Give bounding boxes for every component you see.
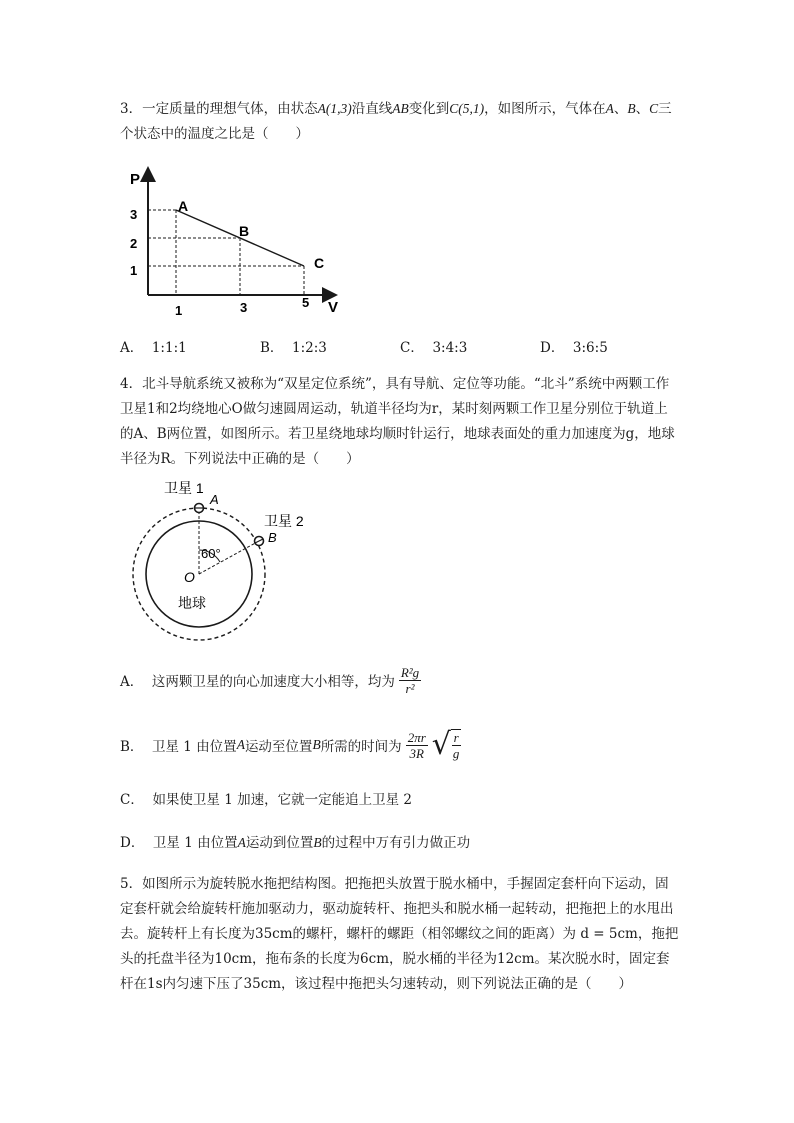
q4-option-d[interactable]: D． 卫星 1 由位置A运动到位置B的过程中万有引力做正功 xyxy=(120,835,471,851)
q3-option-d[interactable]: D． 3:6:5 xyxy=(540,340,608,356)
q3-option-c[interactable]: C． 3:4:3 xyxy=(400,340,468,356)
center-label: O xyxy=(184,569,195,585)
q4-option-b[interactable]: B． 卫星 1 由位置 A 运动至位置 B 所需的时间为 $\frac{2\pi r}{3R}$ √ $\frac{r}{g}$ xyxy=(120,727,460,762)
q3-option-b[interactable]: B． 1:2:3 xyxy=(260,340,327,356)
p-axis-label: P xyxy=(130,171,141,188)
pv-diagram xyxy=(118,168,358,328)
point-b-label: B xyxy=(268,530,277,545)
satellite-1-label: 卫星 1 xyxy=(164,480,204,496)
fraction-accel: $\frac{\text{R²g}}{\text{r²}}$ xyxy=(400,664,420,696)
point-a-label: A xyxy=(210,492,219,507)
p-tick-1: 1 xyxy=(130,263,138,278)
state-a: A(1,3) xyxy=(317,101,352,116)
v-axis-label: V xyxy=(328,299,339,316)
line-ab: AB xyxy=(392,101,409,116)
fraction-time: $\frac{2\pi r}{3R}$ xyxy=(407,729,426,761)
point-b-label: B xyxy=(239,223,250,239)
point-c-label: C xyxy=(314,255,325,271)
q3-options xyxy=(120,336,680,356)
q4-option-c[interactable]: C． 如果使卫星 1 加速，它就一定能追上卫星 2 xyxy=(120,792,412,808)
sqrt-icon: √ xyxy=(431,727,451,762)
state-c: C(5,1) xyxy=(449,101,485,116)
v-tick-1: 1 xyxy=(175,303,183,318)
p-tick-3: 3 xyxy=(130,207,138,222)
q5-stem: 5．如图所示为旋转脱水拖把结构图。把拖把头放置于脱水桶中，手握固定套杆向下运动，固定套杆就会给旋转杆施加驱动力，驱动旋转杆、拖把头和脱水桶一起转动，把拖把上的水甩出去。旋转杆上有长度为35cm的螺杆，螺杆的螺距（相邻螺纹之间的距离）为 d = 5cm，拖把头的托盘半径为10cm，拖布条的长度为6cm，脱水桶的半径为12cm。某次脱水时，固定套杆在1s内匀速下压了35cm，该过程中拖把头匀速转动，则下列说法正确的是（ ） xyxy=(120,876,679,992)
q3-option-a[interactable]: A． 1:1:1 xyxy=(120,340,187,356)
angle-label: 60° xyxy=(201,546,221,561)
earth-label: 地球 xyxy=(178,595,206,611)
v-tick-3: 3 xyxy=(240,300,248,315)
q4-stem: 4．北斗导航系统又被称为“双星定位系统”，具有导航、定位等功能。“北斗”系统中两颗工作卫星1和2均绕地心O做匀速圆周运动，轨道半径均为r，某时刻两颗工作卫星分别位于轨道上的A、B两位置，如图所示。若卫星绕地球均顺时针运行，地球表面处的重力加速度为g，地球半径为R。下列说法中正确的是（ ） xyxy=(120,376,675,467)
satellite-2-label: 卫星 2 xyxy=(264,513,304,529)
q3-stem: 3．一定质量的理想气体，由状态A(1,3)沿直线AB变化到C(5,1)，如图所示，气体在A、B、C三个状态中的温度之比是（ ） xyxy=(120,101,672,142)
q4-option-a[interactable]: A． 这两颗卫星的向心加速度大小相等，均为 $\frac{\text{R²g}}{\text{r²}}$ xyxy=(120,664,420,696)
v-tick-5: 5 xyxy=(302,295,310,310)
root-fraction: $\frac{r}{g}$ xyxy=(452,730,460,761)
point-a-label: A xyxy=(178,198,189,214)
orbit-diagram xyxy=(118,476,304,662)
p-tick-2: 2 xyxy=(130,236,138,251)
